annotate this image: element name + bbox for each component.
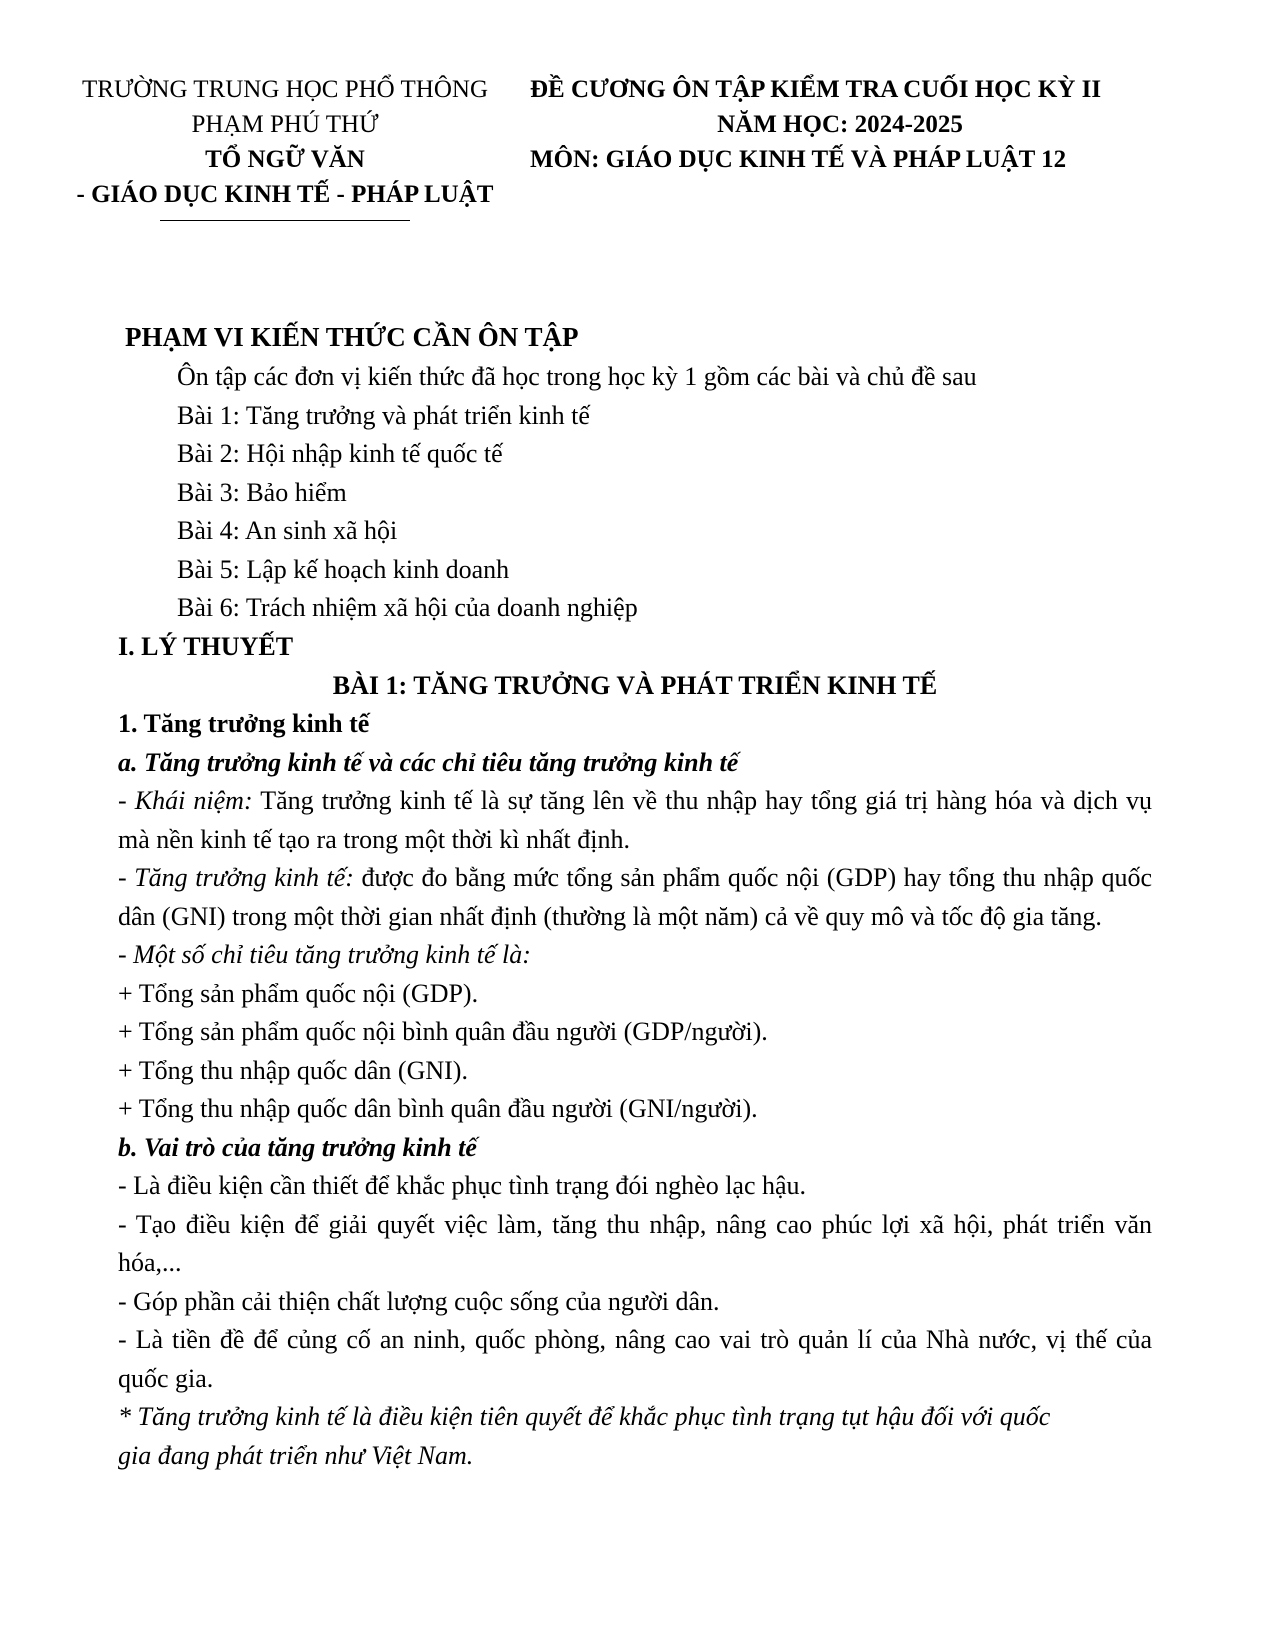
section-heading: 1. Tăng trưởng kinh tế: [118, 709, 370, 738]
indicators-label: - Một số chỉ tiêu tăng trưởng kinh tế là:: [118, 940, 531, 969]
indicator-item: + Tổng thu nhập quốc dân (GNI).: [118, 1055, 468, 1085]
lesson-item: Bài 2: Hội nhập kinh tế quốc tế: [177, 439, 503, 468]
concept-text: Tăng trưởng kinh tế là sự tăng lên về thu nhập hay tổng giá trị hàng hóa và dịch vụ mà nền kinh tế tạo ra trong một thời kì nhất định.: [118, 786, 1153, 854]
indicator-item: + Tổng thu nhập quốc dân bình quân đầu người (GNI/người).: [118, 1094, 758, 1123]
header-underline: [160, 220, 410, 221]
concept-label: - Khái niệm:: [118, 786, 253, 815]
subsection-heading: b. Vai trò của tăng trưởng kinh tế: [118, 1132, 477, 1162]
school-name-line1: TRƯỜNG TRUNG HỌC PHỔ THÔNG: [82, 76, 488, 103]
indicator-item: + Tổng sản phẩm quốc nội (GDP).: [118, 978, 479, 1008]
theory-heading: I. LÝ THUYẾT: [118, 632, 294, 661]
indicator-item: + Tổng sản phẩm quốc nội bình quân đầu người (GDP/người).: [118, 1017, 768, 1046]
theory-section: [118, 628, 1152, 1475]
lesson-item: Bài 4: An sinh xã hội: [177, 516, 398, 545]
lesson-item: Bài 3: Bảo hiểm: [177, 477, 347, 507]
role-item: - Là điều kiện cần thiết để khắc phục tình trạng đói nghèo lạc hậu.: [118, 1171, 807, 1200]
department-subname: - GIÁO DỤC KINH TẾ - PHÁP LUẬT: [76, 181, 494, 208]
role-item: - Tạo điều kiện để giải quyết việc làm, tăng thu nhập, nâng cao phúc lợi xã hội, phát triển văn hóa,...: [118, 1209, 1152, 1277]
growth-paragraph: [118, 859, 1152, 936]
role-item: - Góp phần cải thiện chất lượng cuộc sống của người dân.: [118, 1286, 720, 1316]
lesson-item: Bài 6: Trách nhiệm xã hội của doanh nghiệp: [177, 593, 638, 622]
document-title: ĐỀ CƯƠNG ÔN TẬP KIỂM TRA CUỐI HỌC KỲ II: [530, 76, 1102, 103]
scope-intro: Ôn tập các đơn vị kiến thức đã học trong học kỳ 1 gồm các bài và chủ đề sau: [177, 362, 977, 391]
role-item: - Là tiền đề để củng cố an ninh, quốc phòng, nâng cao vai trò quản lí của Nhà nước, vị thế của quốc gia.: [118, 1325, 1152, 1393]
lesson-title: BÀI 1: TĂNG TRƯỞNG VÀ PHÁT TRIỂN KINH TẾ: [332, 670, 938, 700]
growth-label: - Tăng trưởng kinh tế:: [118, 863, 354, 892]
lesson-item: Bài 5: Lập kế hoạch kinh doanh: [177, 554, 510, 584]
note-paragraph: * Tăng trưởng kinh tế là điều kiện tiên quyết để khắc phục tình trạng tụt hậu đối với quốc gia đang phát triển như Việt Nam.: [118, 1402, 1051, 1470]
document-title-block: [530, 72, 1150, 177]
scope-list: [177, 358, 1177, 628]
concept-paragraph: [118, 782, 1152, 859]
scope-title: PHẠM VI KIẾN THỨC CẦN ÔN TẬP: [125, 322, 579, 352]
school-header: [50, 72, 520, 221]
subject-name: MÔN: GIÁO DỤC KINH TẾ VÀ PHÁP LUẬT 12: [530, 146, 1067, 173]
lesson-item: Bài 1: Tăng trưởng và phát triển kinh tế: [177, 400, 590, 430]
growth-text: được đo bằng mức tổng sản phẩm quốc nội (GDP) hay tổng thu nhập quốc dân (GNI) trong một thời gian nhất định (thường là một năm) cả về quy mô và tốc độ gia tăng.: [118, 863, 1153, 931]
school-year: NĂM HỌC: 2024-2025: [717, 111, 963, 138]
subsection-heading: a. Tăng trưởng kinh tế và các chỉ tiêu tăng trưởng kinh tế: [118, 747, 739, 777]
department-name: TỔ NGỮ VĂN: [205, 146, 365, 173]
school-name-line2: PHẠM PHÚ THỨ: [191, 111, 379, 138]
